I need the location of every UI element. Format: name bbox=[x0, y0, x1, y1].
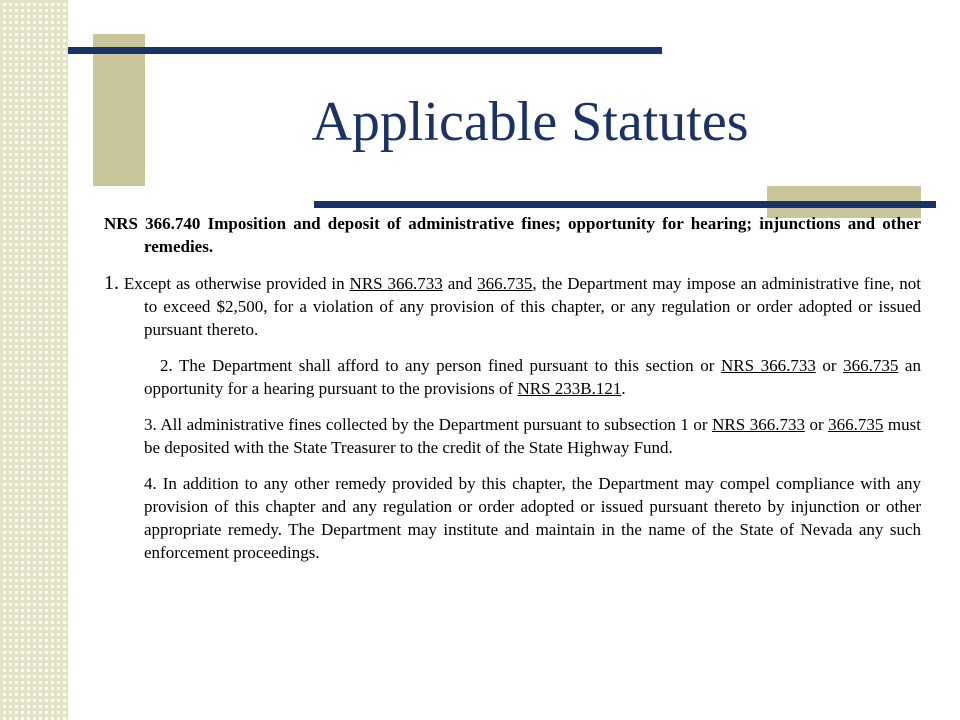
slide-title: Applicable Statutes bbox=[311, 91, 749, 153]
subsection-1 bbox=[104, 272, 921, 341]
subsection-2-text-d: . bbox=[621, 379, 626, 398]
link-nrs-366-733[interactable]: NRS 366.733 bbox=[349, 274, 443, 293]
subsection-3-text-c: must be deposited with the State Treasurer to the credit of the State Highway Fund. bbox=[144, 415, 921, 457]
subsection-4-text: 4. In addition to any other remedy provided by this chapter, the Department may compel compliance with any provision of this chapter and any regulation or order adopted or issued pursuant thereto by injunction or other appropriate remedy. The Department may institute and maintain in the name of the State of Nevada any such enforcement proceedings. bbox=[144, 474, 921, 562]
subsection-2-text-a: 2. The Department shall afford to any person fined pursuant to this section or bbox=[160, 356, 721, 375]
subsection-1-number: 1. bbox=[104, 272, 119, 294]
subsection-2-text-b: or bbox=[815, 356, 844, 375]
link-366-735[interactable]: 366.735 bbox=[477, 274, 533, 293]
link-nrs-366-733[interactable]: NRS 366.733 bbox=[712, 415, 805, 434]
subsection-3-text-a: 3. All administrative fines collected by the Department pursuant to subsection 1 or bbox=[144, 415, 713, 434]
subsection-2 bbox=[104, 354, 921, 400]
subsection-4 bbox=[104, 472, 921, 564]
statute-heading: NRS 366.740 Imposition and deposit of administrative fines; opportunity for hearing; injunctions and other remedies. bbox=[104, 214, 921, 256]
subsection-3 bbox=[104, 413, 921, 459]
subsection-1-text-c: , the Department may impose an administrative fine, not to exceed $2,500, for a violation of any provision of this chapter, or any regulation or order adopted or issued pursuant thereto. bbox=[144, 274, 922, 339]
subsection-3-text-b: or bbox=[804, 415, 829, 434]
subsection-2-text-c: an opportunity for a hearing pursuant to the provisions of bbox=[144, 356, 921, 398]
subsection-1-text-b: and bbox=[442, 274, 478, 293]
statute-content bbox=[104, 212, 921, 577]
link-nrs-366-733[interactable]: NRS 366.733 bbox=[720, 356, 816, 375]
decorative-bar-right bbox=[314, 201, 936, 208]
subsection-1-text-a: Except as otherwise provided in bbox=[119, 274, 350, 293]
decorative-bar-top bbox=[68, 47, 662, 54]
link-366-735[interactable]: 366.735 bbox=[828, 415, 884, 434]
link-366-735[interactable]: 366.735 bbox=[843, 356, 899, 375]
link-nrs-233b-121[interactable]: NRS 233B.121 bbox=[517, 379, 622, 398]
